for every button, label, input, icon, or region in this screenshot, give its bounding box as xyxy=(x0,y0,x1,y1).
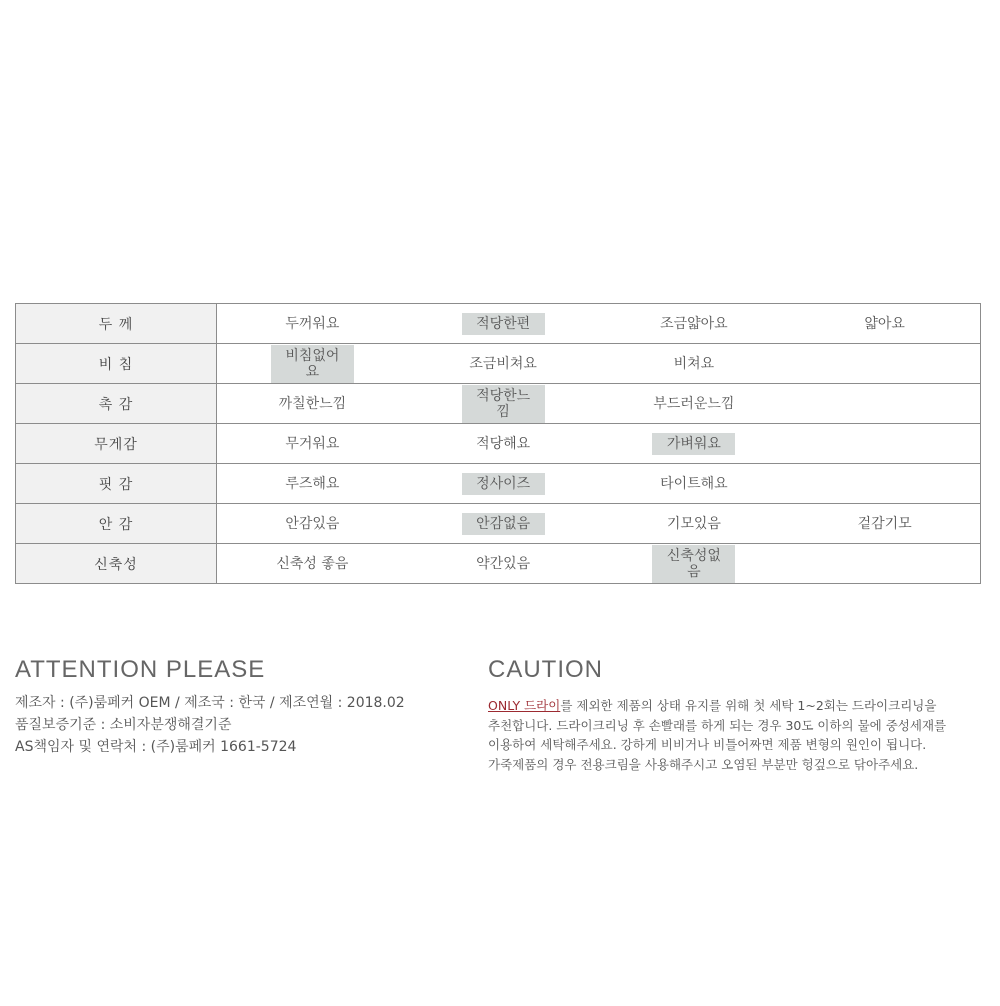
spec-label: 무게감 xyxy=(16,424,217,464)
spec-option-label: 기모있음 xyxy=(666,515,721,532)
caution-line-1 xyxy=(488,696,988,716)
spec-option-label xyxy=(877,362,893,368)
spec-option xyxy=(408,513,599,535)
spec-option xyxy=(217,473,408,495)
spec-option-label xyxy=(877,562,893,568)
only-dry-highlight: ONLY 드라이 xyxy=(488,698,561,713)
spec-option-label xyxy=(877,402,893,408)
spec-row xyxy=(16,424,981,464)
caution-line-3: 이용하여 세탁해주세요. 강하게 비비거나 비틀어짜면 제품 변형의 원인이 됩니다. xyxy=(488,737,927,752)
spec-option-label: 안감있음 xyxy=(285,515,340,532)
spec-label: 핏 감 xyxy=(16,464,217,504)
spec-option-label: 얇아요 xyxy=(864,315,905,332)
caution-line-2: 추천합니다. 드라이크리닝 후 손빨래를 하게 되는 경우 30도 이하의 물에 중성세재를 xyxy=(488,717,947,733)
spec-row xyxy=(16,504,981,544)
spec-option xyxy=(789,513,980,535)
spec-row xyxy=(16,304,981,344)
spec-options xyxy=(217,424,981,464)
spec-option xyxy=(599,433,790,455)
spec-option-label: 까칠한느낌 xyxy=(278,395,347,412)
spec-option xyxy=(789,396,980,412)
spec-option-selected: 비침없어요 xyxy=(271,345,354,383)
spec-option xyxy=(599,545,790,583)
spec-option xyxy=(789,356,980,372)
spec-row xyxy=(16,544,981,584)
spec-option xyxy=(599,393,790,415)
spec-label: 촉 감 xyxy=(16,384,217,424)
spec-option xyxy=(408,353,599,375)
spec-options xyxy=(217,504,981,544)
spec-option-label: 적당해요 xyxy=(476,435,531,452)
spec-row xyxy=(16,344,981,384)
spec-option-label xyxy=(877,442,893,448)
spec-option xyxy=(217,513,408,535)
spec-row xyxy=(16,464,981,504)
spec-option-selected: 안감없음 xyxy=(462,513,545,535)
spec-option xyxy=(217,553,408,575)
spec-options xyxy=(217,304,981,344)
spec-option xyxy=(217,393,408,415)
spec-label: 신축성 xyxy=(16,544,217,584)
spec-options xyxy=(217,464,981,504)
caution-text xyxy=(488,696,988,774)
caution-line-4: 가죽제품의 경우 전용크림을 사용해주시고 오염된 부분만 헝겊으로 닦아주세요. xyxy=(488,756,919,772)
spec-option-label: 신축성 좋음 xyxy=(276,555,349,572)
spec-option xyxy=(217,345,408,383)
spec-option xyxy=(408,433,599,455)
spec-option xyxy=(599,473,790,495)
quality-standard-line: 품질보증기준 : 소비자분쟁해결기준 xyxy=(15,717,232,733)
spec-options xyxy=(217,384,981,424)
spec-option-label: 두꺼워요 xyxy=(285,315,340,332)
spec-option-label: 부드러운느낌 xyxy=(653,395,735,412)
as-contact-line: AS책임자 및 연락처 : (주)룸페커 1661-5724 xyxy=(15,739,297,755)
spec-option xyxy=(789,313,980,335)
spec-option-label: 조금비쳐요 xyxy=(469,355,537,372)
spec-option-label: 루즈해요 xyxy=(285,475,340,492)
spec-option xyxy=(408,473,599,495)
spec-table xyxy=(15,303,981,584)
spec-option xyxy=(789,556,980,572)
manufacturer-line: 제조자 : (주)룸페커 OEM / 제조국 : 한국 / 제조연월 : 2018.02 xyxy=(15,695,405,711)
product-info xyxy=(15,692,405,758)
spec-option-selected: 신축성없음 xyxy=(652,545,735,583)
spec-option xyxy=(408,553,599,575)
spec-label: 안 감 xyxy=(16,504,217,544)
spec-label: 두 께 xyxy=(16,304,217,344)
caution-line-1-rest: 를 제외한 제품의 상태 유지를 위해 첫 세탁 1~2회는 드라이크리닝을 xyxy=(560,698,937,713)
spec-option-selected: 적당한느낌 xyxy=(462,385,545,423)
spec-option-label: 약간있음 xyxy=(476,555,531,572)
spec-option xyxy=(408,385,599,423)
spec-option-label: 조금얇아요 xyxy=(660,315,728,332)
spec-option xyxy=(217,433,408,455)
spec-options xyxy=(217,344,981,384)
caution-title: CAUTION xyxy=(488,656,603,683)
spec-option xyxy=(217,313,408,335)
spec-option xyxy=(789,476,980,492)
spec-option-label xyxy=(877,482,893,488)
spec-option xyxy=(408,313,599,335)
spec-option-selected: 정사이즈 xyxy=(462,473,545,495)
spec-option xyxy=(599,313,790,335)
spec-option-selected: 가벼워요 xyxy=(652,433,735,455)
spec-option-label: 타이트해요 xyxy=(660,475,728,492)
spec-option xyxy=(599,353,790,375)
spec-option xyxy=(789,436,980,452)
spec-option xyxy=(599,513,790,535)
attention-title: ATTENTION PLEASE xyxy=(15,656,266,683)
spec-option-selected: 적당한편 xyxy=(462,313,545,335)
spec-option-label: 비쳐요 xyxy=(673,355,715,372)
spec-label: 비 침 xyxy=(16,344,217,384)
spec-option-label: 겉감기모 xyxy=(857,515,912,532)
spec-option-label: 무거워요 xyxy=(285,435,340,452)
spec-row xyxy=(16,384,981,424)
spec-options xyxy=(217,544,981,584)
